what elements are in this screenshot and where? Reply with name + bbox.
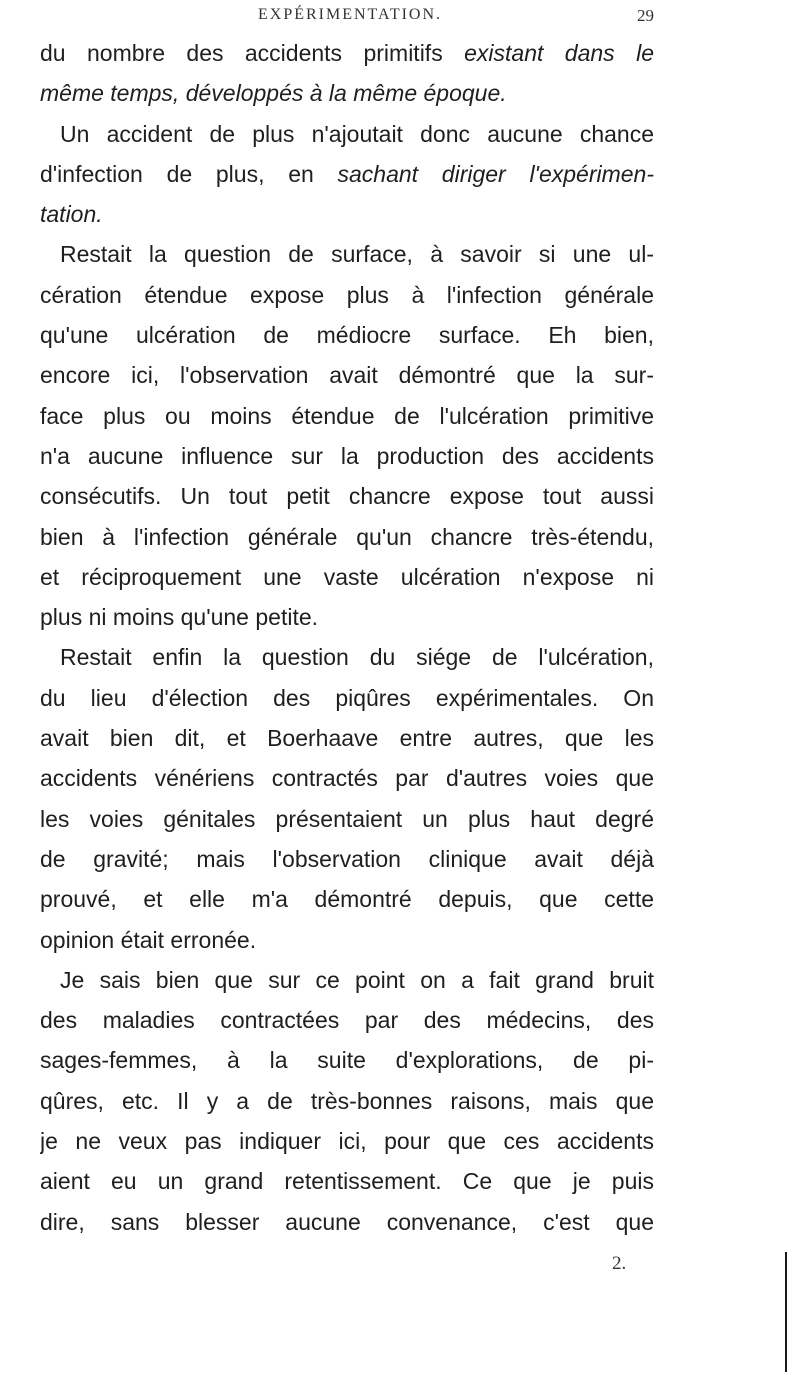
text-line: [40, 839, 654, 879]
text-span: qu'une ulcération de médiocre surface. Eh bien,: [40, 322, 654, 349]
italic-span: existant dans le: [464, 40, 654, 66]
text-line: [40, 637, 654, 677]
text-line: [40, 517, 654, 557]
text-line: [40, 879, 654, 919]
text-line: [40, 194, 654, 234]
text-line: [40, 315, 654, 355]
text-span: des maladies contractées par des médecins, des: [40, 1007, 654, 1034]
text-span: encore ici, l'observation avait démontré que la sur-: [40, 362, 654, 389]
text-line: [40, 799, 654, 839]
text-span: Restait la question de surface, à savoir si une ul-: [60, 241, 654, 268]
text-span: sages-femmes, à la suite d'explorations, de pi-: [40, 1047, 654, 1074]
text-span: d'infection de plus, en: [40, 160, 338, 187]
text-line: [40, 920, 654, 960]
text-line: [40, 718, 654, 758]
text-line: [40, 1161, 654, 1201]
italic-span: tation.: [40, 201, 103, 228]
text-span: aient eu un grand retentissement. Ce que je puis: [40, 1168, 654, 1195]
text-line: [40, 73, 654, 113]
text-span: du lieu d'élection des piqûres expérimentales. On: [40, 684, 654, 711]
italic-span: sachant diriger l'expérimen-: [337, 160, 654, 187]
text-span: prouvé, et elle m'a démontré depuis, que cette: [40, 886, 654, 913]
text-span: et réciproquement une vaste ulcération n'expose ni: [40, 563, 654, 590]
text-span: opinion était erronée.: [40, 926, 257, 953]
text-line: [40, 1081, 654, 1121]
text-line: [40, 1040, 654, 1080]
text-span: de gravité; mais l'observation clinique avait déjà: [40, 845, 654, 872]
text-line: [40, 758, 654, 798]
text-span: bien à l'infection générale qu'un chancre très-étendu,: [40, 523, 654, 550]
text-line: [40, 275, 654, 315]
text-line: [40, 436, 654, 476]
text-span: cération étendue expose plus à l'infection générale: [40, 281, 654, 308]
text-line: [40, 1202, 654, 1242]
text-span: face plus ou moins étendue de l'ulcération primitive: [40, 402, 654, 429]
text-line: [40, 114, 654, 154]
text-line: [40, 476, 654, 516]
running-head: EXPÉRIMENTATION.: [258, 6, 443, 23]
text-line: [40, 33, 654, 73]
text-span: avait bien dit, et Boerhaave entre autres, que les: [40, 725, 654, 752]
text-span: consécutifs. Un tout petit chancre expose tout aussi: [40, 483, 654, 510]
page-number: 29: [637, 6, 654, 25]
signature-mark: 2.: [612, 1253, 627, 1274]
text-line: [40, 154, 654, 194]
text-line: [40, 234, 654, 274]
italic-span: même temps, développés à la même époque.: [40, 80, 507, 107]
text-span: Restait enfin la question du siége de l'ulcération,: [60, 644, 654, 671]
text-span: Un accident de plus n'ajoutait donc aucune chance: [60, 120, 654, 147]
text-line: [40, 1000, 654, 1040]
text-line: [40, 960, 654, 1000]
text-span: qûres, etc. Il y a de très-bonnes raisons, mais que: [40, 1087, 654, 1114]
page-edge-shadow: [785, 1252, 787, 1372]
text-span: du nombre des accidents primitifs: [40, 40, 465, 66]
body-text: [40, 33, 654, 1242]
text-span: dire, sans blesser aucune convenance, c'est que: [40, 1208, 654, 1235]
page-header: [0, 4, 800, 28]
text-span: accidents vénériens contractés par d'autres voies que: [40, 765, 654, 792]
text-line: [40, 557, 654, 597]
text-span: Je sais bien que sur ce point on a fait grand bruit: [60, 966, 654, 993]
text-span: les voies génitales présentaient un plus haut degré: [40, 805, 654, 832]
text-span: n'a aucune influence sur la production des accidents: [40, 442, 654, 469]
text-line: [40, 396, 654, 436]
text-line: [40, 355, 654, 395]
text-line: [40, 597, 654, 637]
text-span: je ne veux pas indiquer ici, pour que ces accidents: [40, 1128, 654, 1155]
text-line: [40, 678, 654, 718]
text-line: [40, 1121, 654, 1161]
text-span: plus ni moins qu'une petite.: [40, 604, 319, 631]
